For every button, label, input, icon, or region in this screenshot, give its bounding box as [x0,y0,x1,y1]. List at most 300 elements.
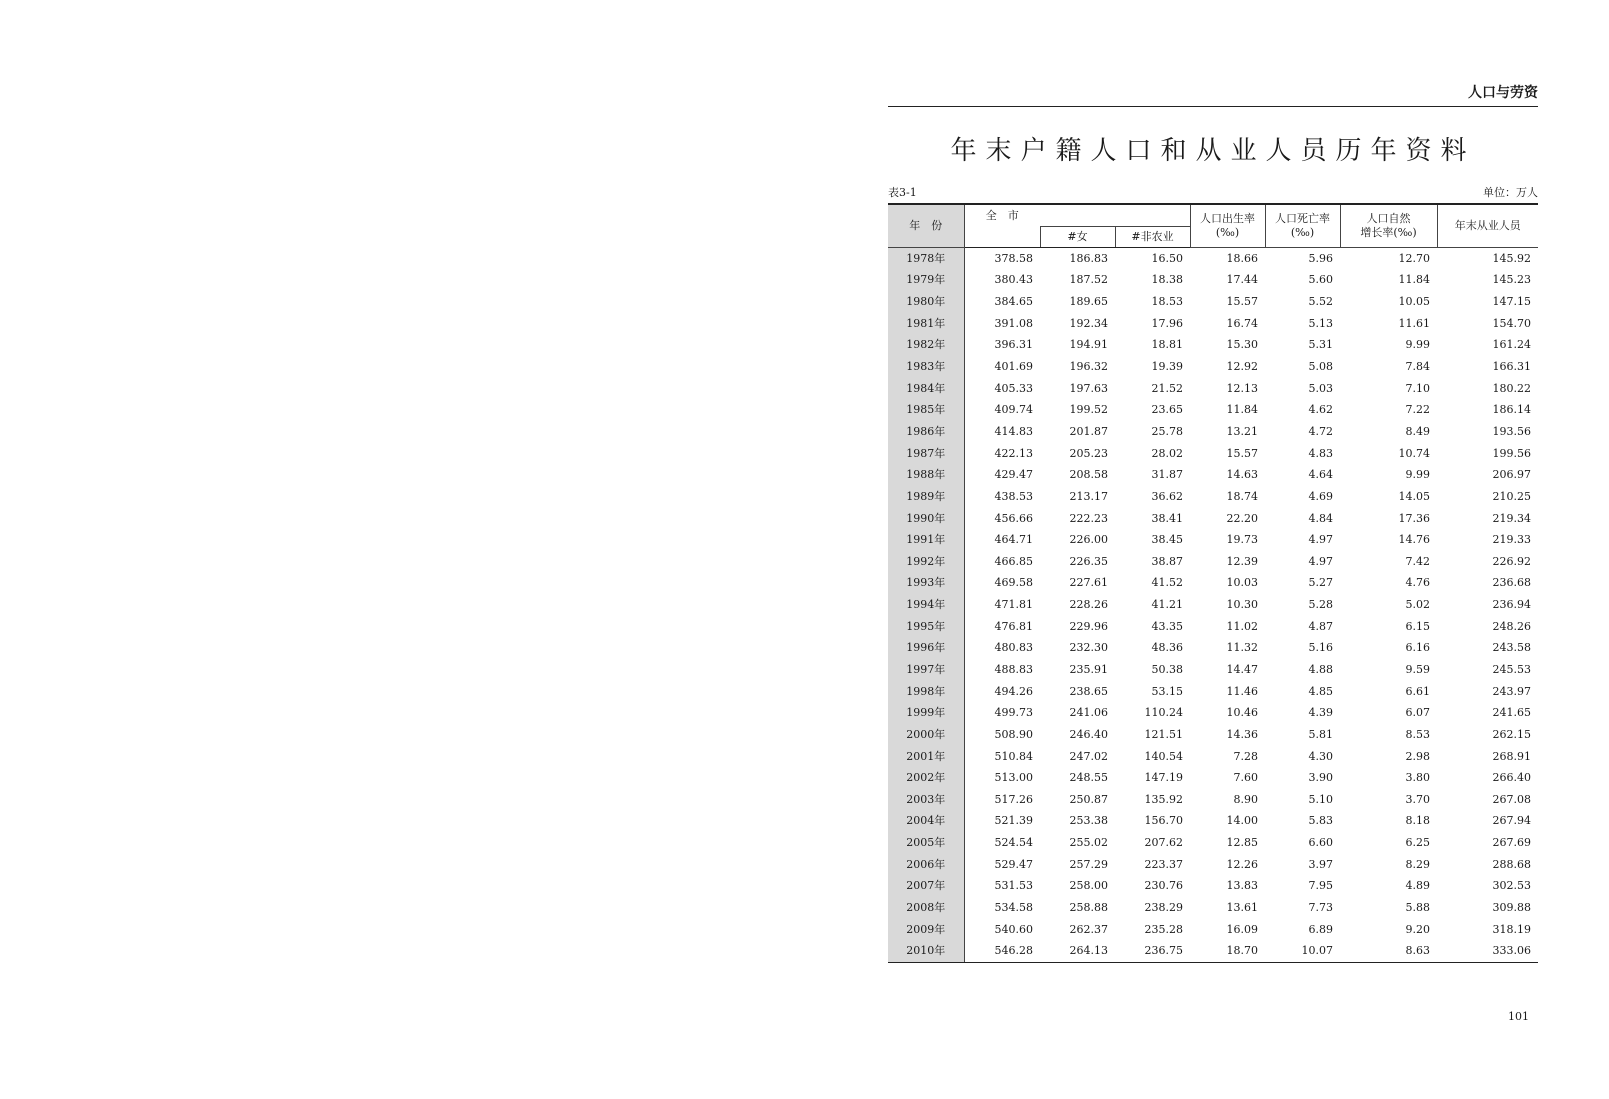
row-value-cell: 378.58 [994,251,1033,265]
row-value-cell: 230.76 [1144,879,1183,893]
row-value-cell: 9.99 [1405,468,1430,482]
row-value-cell: 193.56 [1492,424,1531,438]
row-value-cell: 471.81 [994,598,1033,612]
row-value-cell: 248.55 [1069,771,1108,785]
row-value-cell: 521.39 [994,814,1033,828]
row-value-cell: 10.05 [1398,295,1430,309]
row-value-cell: 8.53 [1405,727,1430,741]
row-value-cell: 288.68 [1492,857,1531,871]
row-value-cell: 8.49 [1405,424,1430,438]
row-value-cell: 10.07 [1265,940,1340,962]
row-value-cell: 517.26 [994,792,1033,806]
col-header-total-spacer [1040,204,1190,226]
row-value-cell: 15.30 [1226,338,1258,352]
row-value-cell: 12.70 [1398,251,1430,265]
birth-rate-line1: 人口出生率 [1200,211,1255,225]
row-year-cell: 2001年 [888,745,964,767]
row-value-cell: 11.32 [1226,641,1258,655]
row-value-cell: 456.66 [994,511,1033,525]
row-value-cell: 5.31 [1308,338,1333,352]
row-value-cell: 207.62 [1144,836,1183,850]
row-value-cell: 238.65 [1069,684,1108,698]
row-value-cell: 11.46 [1226,684,1258,698]
row-year-cell: 1989年 [888,486,964,508]
row-value-cell: 10.03 [1226,576,1258,590]
row-value-cell: 5.60 [1308,273,1333,287]
table-row [888,680,1538,702]
row-value-cell: 4.39 [1308,706,1333,720]
row-year-cell: 2002年 [888,767,964,789]
row-value-cell: 4.97 [1308,533,1333,547]
col-header-female: #女 [1040,226,1115,247]
row-value-cell: 7.60 [1233,771,1258,785]
row-value-cell: 414.83 [994,424,1033,438]
row-year-cell: 1984年 [888,377,964,399]
row-year-cell: 1991年 [888,529,964,551]
row-value-cell: 4.97 [1308,554,1333,568]
row-value-cell: 401.69 [994,360,1033,374]
row-value-cell: 18.53 [1151,295,1183,309]
row-year-cell: 1979年 [888,269,964,291]
row-value-cell: 380.43 [994,273,1033,287]
row-year-cell: 1999年 [888,702,964,724]
row-value-cell: 405.33 [994,381,1033,395]
page-number: 101 [1508,1010,1529,1023]
table-row [888,918,1538,940]
row-value-cell: 10.30 [1226,598,1258,612]
row-value-cell: 135.92 [1144,792,1183,806]
row-value-cell: 7.28 [1233,749,1258,763]
row-year-cell: 1986年 [888,421,964,443]
row-value-cell: 7.84 [1405,360,1430,374]
table-row [888,269,1538,291]
row-value-cell: 4.89 [1405,879,1430,893]
row-value-cell: 199.52 [1069,403,1108,417]
row-value-cell: 38.41 [1151,511,1183,525]
table-row [888,853,1538,875]
growth-rate-line2: 增长率(‰) [1360,225,1417,239]
row-value-cell: 469.58 [994,576,1033,590]
row-value-cell: 391.08 [994,316,1033,330]
row-value-cell: 9.20 [1405,922,1430,936]
row-value-cell: 186.83 [1069,251,1108,265]
row-value-cell: 186.14 [1492,403,1531,417]
row-year-cell: 2005年 [888,832,964,854]
row-value-cell: 4.62 [1308,403,1333,417]
row-value-cell: 5.83 [1308,814,1333,828]
row-value-cell: 43.35 [1151,619,1183,633]
row-value-cell: 194.91 [1069,338,1108,352]
row-value-cell: 19.73 [1226,533,1258,547]
row-year-cell: 2006年 [888,853,964,875]
col-header-year: 年 份 [888,204,964,247]
row-value-cell: 396.31 [994,338,1033,352]
table-row [888,442,1538,464]
row-value-cell: 19.39 [1151,360,1183,374]
row-value-cell: 17.36 [1398,511,1430,525]
table-row [888,356,1538,378]
death-rate-line1: 人口死亡率 [1275,211,1330,225]
row-value-cell: 5.08 [1308,360,1333,374]
table-row [888,377,1538,399]
row-value-cell: 302.53 [1492,879,1531,893]
row-value-cell: 510.84 [994,749,1033,763]
row-value-cell: 4.85 [1308,684,1333,698]
unit-label: 单位：万人 [1483,186,1538,199]
row-year-cell: 1983年 [888,356,964,378]
row-value-cell: 262.37 [1069,922,1108,936]
table-row [888,810,1538,832]
row-value-cell: 5.13 [1308,316,1333,330]
growth-rate-line1: 人口自然 [1366,211,1411,225]
document-page [888,80,1538,963]
row-value-cell: 219.34 [1492,511,1531,525]
row-value-cell: 226.35 [1069,554,1108,568]
row-value-cell: 147.19 [1144,771,1183,785]
row-year-cell: 1985年 [888,399,964,421]
row-value-cell: 3.97 [1308,857,1333,871]
row-value-cell: 18.74 [1226,489,1258,503]
row-value-cell: 48.36 [1151,641,1183,655]
table-row [888,659,1538,681]
row-value-cell: 7.10 [1405,381,1430,395]
col-header-total: 全 市 [964,204,1040,226]
row-year-cell: 1992年 [888,550,964,572]
table-row [888,572,1538,594]
row-value-cell: 6.60 [1308,836,1333,850]
row-value-cell: 14.36 [1226,727,1258,741]
row-value-cell: 18.81 [1151,338,1183,352]
row-value-cell: 12.13 [1226,381,1258,395]
row-value-cell: 15.57 [1226,446,1258,460]
table-row [888,312,1538,334]
row-value-cell: 2.98 [1405,749,1430,763]
row-year-cell: 1978年 [888,247,964,269]
row-value-cell: 12.39 [1226,554,1258,568]
row-value-cell: 11.84 [1226,403,1258,417]
row-value-cell: 464.71 [994,533,1033,547]
row-value-cell: 206.97 [1492,468,1531,482]
row-value-cell: 7.73 [1308,901,1333,915]
table-row [888,291,1538,313]
table-row [888,421,1538,443]
row-value-cell: 187.52 [1069,273,1108,287]
row-year-cell: 1987年 [888,442,964,464]
row-value-cell: 145.92 [1492,251,1531,265]
row-value-cell: 236.75 [1115,940,1190,962]
row-value-cell: 7.42 [1405,554,1430,568]
row-value-cell: 6.25 [1405,836,1430,850]
table-row [888,875,1538,897]
row-value-cell: 257.29 [1069,857,1108,871]
row-value-cell: 222.23 [1069,511,1108,525]
row-value-cell: 41.21 [1151,598,1183,612]
row-value-cell: 7.95 [1308,879,1333,893]
row-value-cell: 4.76 [1405,576,1430,590]
row-value-cell: 235.28 [1144,922,1183,936]
row-value-cell: 192.34 [1069,316,1108,330]
table-id: 表3-1 [888,186,917,199]
row-value-cell: 36.62 [1151,489,1183,503]
row-value-cell: 219.33 [1492,533,1531,547]
row-value-cell: 14.47 [1226,662,1258,676]
row-value-cell: 53.15 [1151,684,1183,698]
row-value-cell: 5.28 [1308,598,1333,612]
row-value-cell: 13.21 [1226,424,1258,438]
row-year-cell: 1993年 [888,572,964,594]
row-value-cell: 14.63 [1226,468,1258,482]
row-value-cell: 15.57 [1226,295,1258,309]
row-value-cell: 262.15 [1492,727,1531,741]
col-header-non-agri: #非农业 [1115,226,1190,247]
row-value-cell: 11.61 [1398,316,1430,330]
row-value-cell: 4.64 [1308,468,1333,482]
row-value-cell: 267.08 [1492,792,1531,806]
population-table [888,203,1538,963]
row-value-cell: 12.85 [1226,836,1258,850]
row-year-cell: 2010年 [888,940,964,962]
table-row [888,724,1538,746]
row-value-cell: 16.50 [1151,251,1183,265]
row-value-cell: 10.46 [1226,706,1258,720]
row-value-cell: 227.61 [1069,576,1108,590]
row-value-cell: 5.03 [1308,381,1333,395]
row-value-cell: 12.26 [1226,857,1258,871]
row-value-cell: 208.58 [1069,468,1108,482]
row-year-cell: 2000年 [888,724,964,746]
table-row [888,334,1538,356]
row-value-cell: 5.88 [1405,901,1430,915]
table-body [888,247,1538,962]
col-header-growth-rate [1340,204,1437,247]
row-value-cell: 4.83 [1308,446,1333,460]
row-value-cell: 524.54 [994,836,1033,850]
row-value-cell: 466.85 [994,554,1033,568]
table-row [888,464,1538,486]
row-year-cell: 1981年 [888,312,964,334]
row-value-cell: 268.91 [1492,749,1531,763]
row-value-cell: 121.51 [1144,727,1183,741]
row-value-cell: 236.94 [1492,598,1531,612]
row-value-cell: 180.22 [1492,381,1531,395]
row-value-cell: 333.06 [1437,940,1538,962]
row-value-cell: 8.63 [1340,940,1437,962]
row-value-cell: 266.40 [1492,771,1531,785]
row-value-cell: 267.69 [1492,836,1531,850]
row-value-cell: 318.19 [1492,922,1531,936]
row-value-cell: 14.00 [1226,814,1258,828]
row-value-cell: 513.00 [994,771,1033,785]
table-row [888,247,1538,269]
col-header-employed: 年末从业人员 [1437,204,1538,247]
row-value-cell: 3.90 [1308,771,1333,785]
row-year-cell: 1996年 [888,637,964,659]
row-value-cell: 25.78 [1151,424,1183,438]
row-value-cell: 7.22 [1405,403,1430,417]
death-rate-line2: (‰) [1290,225,1315,239]
row-value-cell: 5.52 [1308,295,1333,309]
row-value-cell: 210.25 [1492,489,1531,503]
row-value-cell: 226.92 [1492,554,1531,568]
row-value-cell: 499.73 [994,706,1033,720]
row-value-cell: 8.18 [1405,814,1430,828]
row-value-cell: 248.26 [1492,619,1531,633]
row-value-cell: 241.06 [1069,706,1108,720]
row-value-cell: 6.15 [1405,619,1430,633]
col-header-total-blank [964,226,1040,247]
row-value-cell: 258.88 [1069,901,1108,915]
row-value-cell: 480.83 [994,641,1033,655]
table-row [888,702,1538,724]
row-year-cell: 2007年 [888,875,964,897]
row-value-cell: 409.74 [994,403,1033,417]
row-value-cell: 226.00 [1069,533,1108,547]
row-value-cell: 18.38 [1151,273,1183,287]
row-value-cell: 232.30 [1069,641,1108,655]
table-row [888,507,1538,529]
row-value-cell: 250.87 [1069,792,1108,806]
row-value-cell: 110.24 [1144,706,1183,720]
table-row [888,529,1538,551]
row-value-cell: 223.37 [1144,857,1183,871]
table-row [888,637,1538,659]
row-value-cell: 13.61 [1226,901,1258,915]
row-value-cell: 246.40 [1069,727,1108,741]
row-value-cell: 28.02 [1151,446,1183,460]
table-row [888,897,1538,919]
row-value-cell: 18.66 [1226,251,1258,265]
row-value-cell: 429.47 [994,468,1033,482]
row-value-cell: 41.52 [1151,576,1183,590]
row-value-cell: 5.16 [1308,641,1333,655]
row-year-cell: 1990年 [888,507,964,529]
table-row [888,767,1538,789]
row-value-cell: 145.23 [1492,273,1531,287]
row-value-cell: 8.29 [1405,857,1430,871]
row-value-cell: 14.05 [1398,489,1430,503]
row-value-cell: 9.59 [1405,662,1430,676]
row-year-cell: 2009年 [888,918,964,940]
row-year-cell: 1994年 [888,594,964,616]
row-value-cell: 38.87 [1151,554,1183,568]
row-value-cell: 5.81 [1308,727,1333,741]
row-value-cell: 17.44 [1226,273,1258,287]
row-value-cell: 546.28 [964,940,1040,962]
table-row [888,745,1538,767]
row-value-cell: 508.90 [994,727,1033,741]
table-row [888,940,1538,962]
row-value-cell: 3.80 [1405,771,1430,785]
row-value-cell: 6.61 [1405,684,1430,698]
row-value-cell: 213.17 [1069,489,1108,503]
table-row [888,550,1538,572]
row-value-cell: 235.91 [1069,662,1108,676]
row-value-cell: 228.26 [1069,598,1108,612]
row-value-cell: 16.74 [1226,316,1258,330]
row-value-cell: 4.69 [1308,489,1333,503]
birth-rate-line2: (‰) [1215,225,1240,239]
row-year-cell: 1997年 [888,659,964,681]
row-value-cell: 11.84 [1398,273,1430,287]
row-value-cell: 4.84 [1308,511,1333,525]
row-value-cell: 13.83 [1226,879,1258,893]
row-value-cell: 247.02 [1069,749,1108,763]
row-value-cell: 201.87 [1069,424,1108,438]
row-value-cell: 10.74 [1398,446,1430,460]
row-value-cell: 267.94 [1492,814,1531,828]
row-value-cell: 189.65 [1069,295,1108,309]
table-row [888,594,1538,616]
row-value-cell: 438.53 [994,489,1033,503]
col-header-birth-rate [1190,204,1265,247]
row-value-cell: 529.47 [994,857,1033,871]
row-value-cell: 22.20 [1226,511,1258,525]
table-title: 年末户籍人口和从业人员历年资料 [950,136,1476,166]
row-value-cell: 6.07 [1405,706,1430,720]
row-value-cell: 5.10 [1308,792,1333,806]
table-row [888,615,1538,637]
row-value-cell: 166.31 [1492,360,1531,374]
row-value-cell: 253.38 [1069,814,1108,828]
row-value-cell: 5.02 [1405,598,1430,612]
row-value-cell: 476.81 [994,619,1033,633]
row-value-cell: 229.96 [1069,619,1108,633]
row-value-cell: 238.29 [1144,901,1183,915]
row-year-cell: 2004年 [888,810,964,832]
row-value-cell: 18.70 [1190,940,1265,962]
row-value-cell: 255.02 [1069,836,1108,850]
row-year-cell: 1980年 [888,291,964,313]
row-value-cell: 5.27 [1308,576,1333,590]
row-value-cell: 4.72 [1308,424,1333,438]
row-year-cell: 1988年 [888,464,964,486]
table-row [888,832,1538,854]
row-value-cell: 38.45 [1151,533,1183,547]
row-value-cell: 199.56 [1492,446,1531,460]
row-value-cell: 147.15 [1492,295,1531,309]
row-value-cell: 264.13 [1040,940,1115,962]
row-value-cell: 494.26 [994,684,1033,698]
row-value-cell: 156.70 [1144,814,1183,828]
row-value-cell: 4.88 [1308,662,1333,676]
row-value-cell: 534.58 [994,901,1033,915]
row-value-cell: 236.68 [1492,576,1531,590]
row-value-cell: 6.16 [1405,641,1430,655]
row-value-cell: 21.52 [1151,381,1183,395]
row-value-cell: 243.97 [1492,684,1531,698]
row-year-cell: 2008年 [888,897,964,919]
row-value-cell: 9.99 [1405,338,1430,352]
table-row [888,486,1538,508]
row-value-cell: 4.87 [1308,619,1333,633]
row-value-cell: 531.53 [994,879,1033,893]
row-value-cell: 16.09 [1226,922,1258,936]
row-value-cell: 31.87 [1151,468,1183,482]
row-value-cell: 140.54 [1144,749,1183,763]
table-row [888,789,1538,811]
row-value-cell: 245.53 [1492,662,1531,676]
row-value-cell: 8.90 [1233,792,1258,806]
row-value-cell: 196.32 [1069,360,1108,374]
row-value-cell: 258.00 [1069,879,1108,893]
row-value-cell: 161.24 [1492,338,1531,352]
row-value-cell: 11.02 [1226,619,1258,633]
row-value-cell: 6.89 [1308,922,1333,936]
row-year-cell: 1998年 [888,680,964,702]
row-value-cell: 17.96 [1151,316,1183,330]
row-value-cell: 50.38 [1151,662,1183,676]
section-header: 人口与劳资 [888,80,1538,107]
